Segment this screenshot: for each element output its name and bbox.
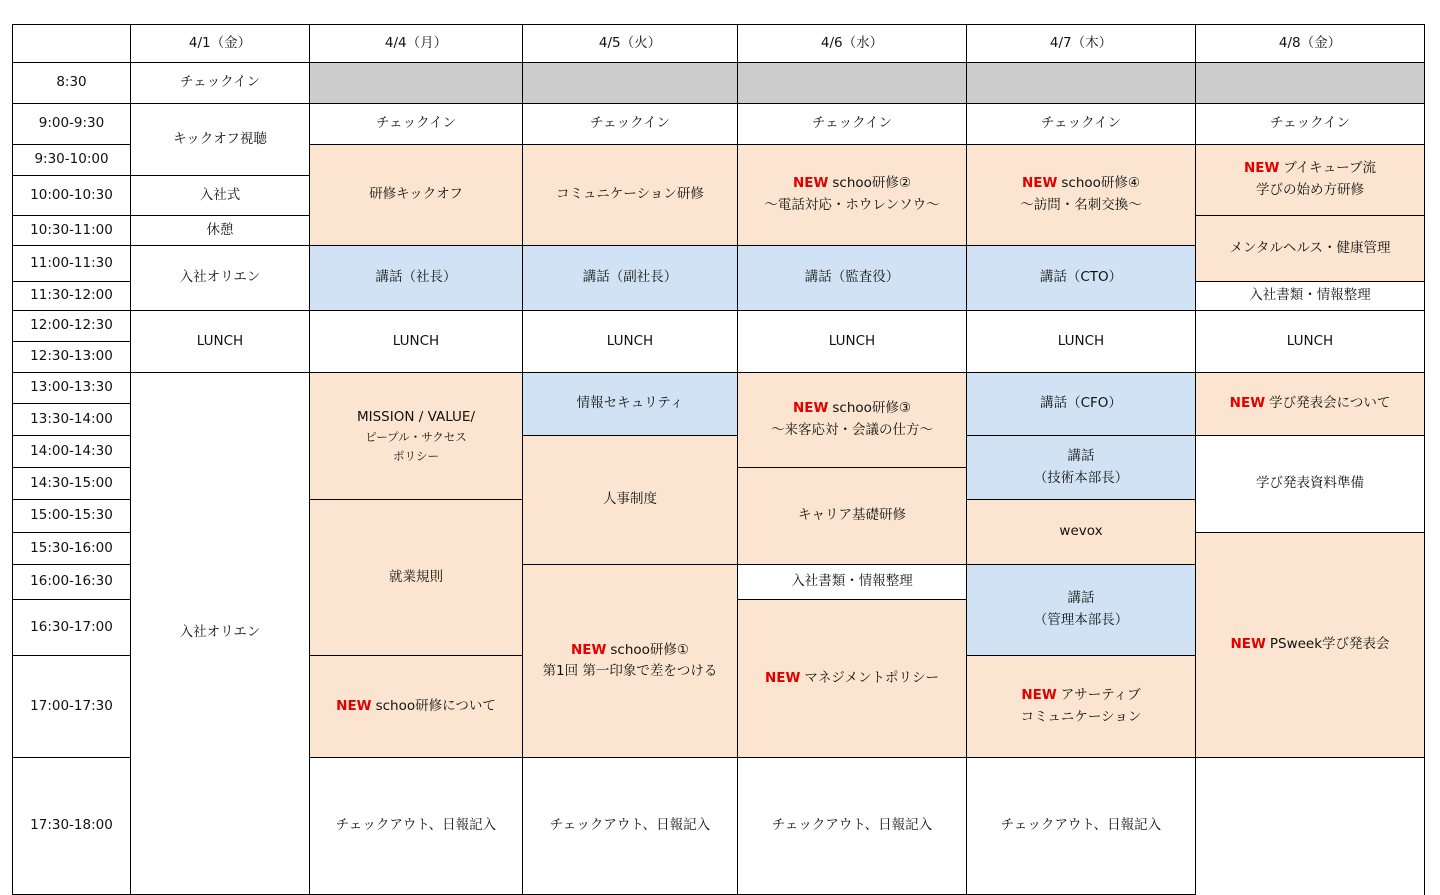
d4-schoo-3-title: schoo研修③ [832, 400, 912, 417]
time-label: 15:30-16:00 [13, 533, 131, 565]
d4-documents: 入社書類・情報整理 [738, 565, 967, 600]
d6-presentation-about-label: 学び発表会について [1269, 395, 1391, 412]
d2-rules: 就業規則 [310, 500, 523, 656]
d4-management-label: マネジメントポリシー [804, 669, 940, 686]
d2-kickoff: 研修キックオフ [310, 145, 523, 246]
new-tag: NEW [792, 175, 829, 192]
d4-schoo-2-subtitle: 〜電話対応・ホウレンソウ〜 [764, 197, 940, 213]
new-tag: NEW [1021, 175, 1058, 192]
time-label: 16:30-17:00 [13, 600, 131, 656]
d6-learning-start [1196, 145, 1425, 216]
time-row [13, 104, 1425, 145]
d5-talk-admin-line2: （管理本部長） [1033, 612, 1129, 628]
d4-management [738, 600, 967, 758]
new-tag: NEW [1021, 687, 1057, 704]
d4-schoo-2 [738, 145, 967, 246]
header-row [13, 25, 1425, 63]
time-label: 13:30-14:00 [13, 404, 131, 436]
training-schedule-table [12, 24, 1425, 895]
d2-lunch: LUNCH [310, 311, 523, 373]
d5-talk-admin-line1: 講話 [1067, 590, 1095, 607]
time-label: 15:00-15:30 [13, 500, 131, 533]
d2-schoo-about [310, 656, 523, 758]
time-label: 16:00-16:30 [13, 565, 131, 600]
d6-documents: 入社書類・情報整理 [1196, 282, 1425, 311]
d5-checkout: チェックアウト、日報記入 [967, 758, 1196, 894]
d4-schoo-2-title: schoo研修② [832, 175, 912, 192]
time-label: 12:30-13:00 [13, 342, 131, 373]
d6-psweek-label: PSweek学び発表会 [1269, 636, 1390, 653]
d2-mission-line2: ピープル・サクセス [365, 430, 467, 445]
d5-lunch: LUNCH [967, 311, 1196, 373]
d2-mission-line1: MISSION / VALUE/ [356, 408, 476, 425]
d3-schoo-1 [523, 565, 738, 758]
time-label: 9:00-9:30 [13, 104, 131, 145]
d1-kickoff-view: キックオフ視聴 [131, 104, 310, 176]
d1-orientation-pm: 入社オリエン [131, 373, 310, 895]
d3-schoo-1-subtitle: 第1回 第一印象で差をつける [542, 663, 718, 680]
d1-lunch: LUNCH [131, 311, 310, 373]
d6-presentation-about [1196, 373, 1425, 436]
d6-learning-title: ブイキューブ流 [1283, 160, 1377, 177]
d5-talk-cto: 講話（CTO） [967, 246, 1196, 311]
d5-assertive [967, 656, 1196, 758]
day-header-4-5: 4/5（火） [523, 25, 738, 63]
d3-schoo-1-title: schoo研修① [610, 641, 690, 658]
empty-slot [310, 63, 523, 104]
d1-break: 休憩 [131, 216, 310, 246]
time-label: 14:00-14:30 [13, 436, 131, 468]
new-tag: NEW [570, 641, 607, 658]
new-tag: NEW [1230, 636, 1266, 653]
day-header-4-8: 4/8（金） [1196, 25, 1425, 63]
time-label: 8:30 [13, 63, 131, 104]
d4-career: キャリア基礎研修 [738, 468, 967, 565]
d5-schoo-4-title: schoo研修④ [1061, 175, 1141, 192]
new-tag: NEW [1243, 160, 1280, 177]
d5-schoo-4-subtitle: 〜訪問・名刺交換〜 [1020, 197, 1142, 213]
d5-talk-tech [967, 436, 1196, 500]
time-row [13, 373, 1425, 404]
d3-communication: コミュニケーション研修 [523, 145, 738, 246]
time-label: 11:30-12:00 [13, 282, 131, 311]
time-row [13, 311, 1425, 342]
time-label: 14:30-15:00 [13, 468, 131, 500]
d1-orientation-am: 入社オリエン [131, 246, 310, 311]
d1-ceremony: 入社式 [131, 176, 310, 216]
d5-talk-admin [967, 565, 1196, 656]
d2-mission-line3: ポリシー [393, 448, 439, 463]
d3-talk-vp: 講話（副社長） [523, 246, 738, 311]
d4-schoo-3 [738, 373, 967, 468]
d5-assertive-line1: アサーティブ [1060, 687, 1141, 704]
day-header-4-6: 4/6（水） [738, 25, 967, 63]
d3-hr-system: 人事制度 [523, 436, 738, 565]
d3-checkout: チェックアウト、日報記入 [523, 758, 738, 894]
empty-slot [967, 63, 1196, 104]
new-tag: NEW [336, 697, 372, 714]
d5-talk-cfo: 講話（CFO） [967, 373, 1196, 436]
d5-wevox: wevox [967, 500, 1196, 565]
empty-slot [1196, 63, 1425, 104]
d6-learning-subtitle: 学びの始め方研修 [1256, 182, 1364, 198]
time-label: 12:00-12:30 [13, 311, 131, 342]
time-label: 10:30-11:00 [13, 216, 131, 246]
d6-mental-health: メンタルヘルス・健康管理 [1196, 216, 1425, 282]
d4-lunch: LUNCH [738, 311, 967, 373]
time-label: 17:30-18:00 [13, 758, 131, 894]
d2-schoo-about-label: schoo研修について [375, 697, 496, 714]
d4-talk-auditor: 講話（監査役） [738, 246, 967, 311]
d2-checkout: チェックアウト、日報記入 [310, 758, 523, 894]
d6-lunch: LUNCH [1196, 311, 1425, 373]
d4-checkin: チェックイン [738, 104, 967, 145]
d2-talk-ceo: 講話（社長） [310, 246, 523, 311]
d5-assertive-line2: コミュニケーション [1020, 708, 1142, 725]
d5-schoo-4 [967, 145, 1196, 246]
d5-checkin: チェックイン [967, 104, 1196, 145]
d6-presentation-prep: 学び発表資料準備 [1196, 436, 1425, 533]
new-tag: NEW [764, 669, 801, 686]
time-label: 11:00-11:30 [13, 246, 131, 282]
day-header-4-4: 4/4（月） [310, 25, 523, 63]
day-header-4-7: 4/7（木） [967, 25, 1196, 63]
time-label: 13:00-13:30 [13, 373, 131, 404]
time-label: 10:00-10:30 [13, 176, 131, 216]
empty-slot [523, 63, 738, 104]
header-corner [13, 25, 131, 63]
d6-checkin: チェックイン [1196, 104, 1425, 145]
d1-checkin: チェックイン [131, 63, 310, 104]
time-label: 17:00-17:30 [13, 656, 131, 758]
d5-talk-tech-line2: （技術本部長） [1033, 469, 1129, 486]
d4-schoo-3-subtitle: 〜来客応対・会議の仕方〜 [771, 422, 933, 438]
d2-mission-value [310, 373, 523, 500]
time-label: 9:30-10:00 [13, 145, 131, 176]
d3-lunch: LUNCH [523, 311, 738, 373]
time-row [13, 63, 1425, 104]
d3-security: 情報セキュリティ [523, 373, 738, 436]
d4-checkout: チェックアウト、日報記入 [738, 758, 967, 894]
d5-talk-tech-line1: 講話 [1067, 447, 1095, 464]
d3-checkin: チェックイン [523, 104, 738, 145]
d2-checkin: チェックイン [310, 104, 523, 145]
empty-slot [738, 63, 967, 104]
d6-psweek [1196, 533, 1425, 758]
day-header-4-1: 4/1（金） [131, 25, 310, 63]
new-tag: NEW [792, 400, 829, 417]
new-tag: NEW [1229, 395, 1266, 412]
